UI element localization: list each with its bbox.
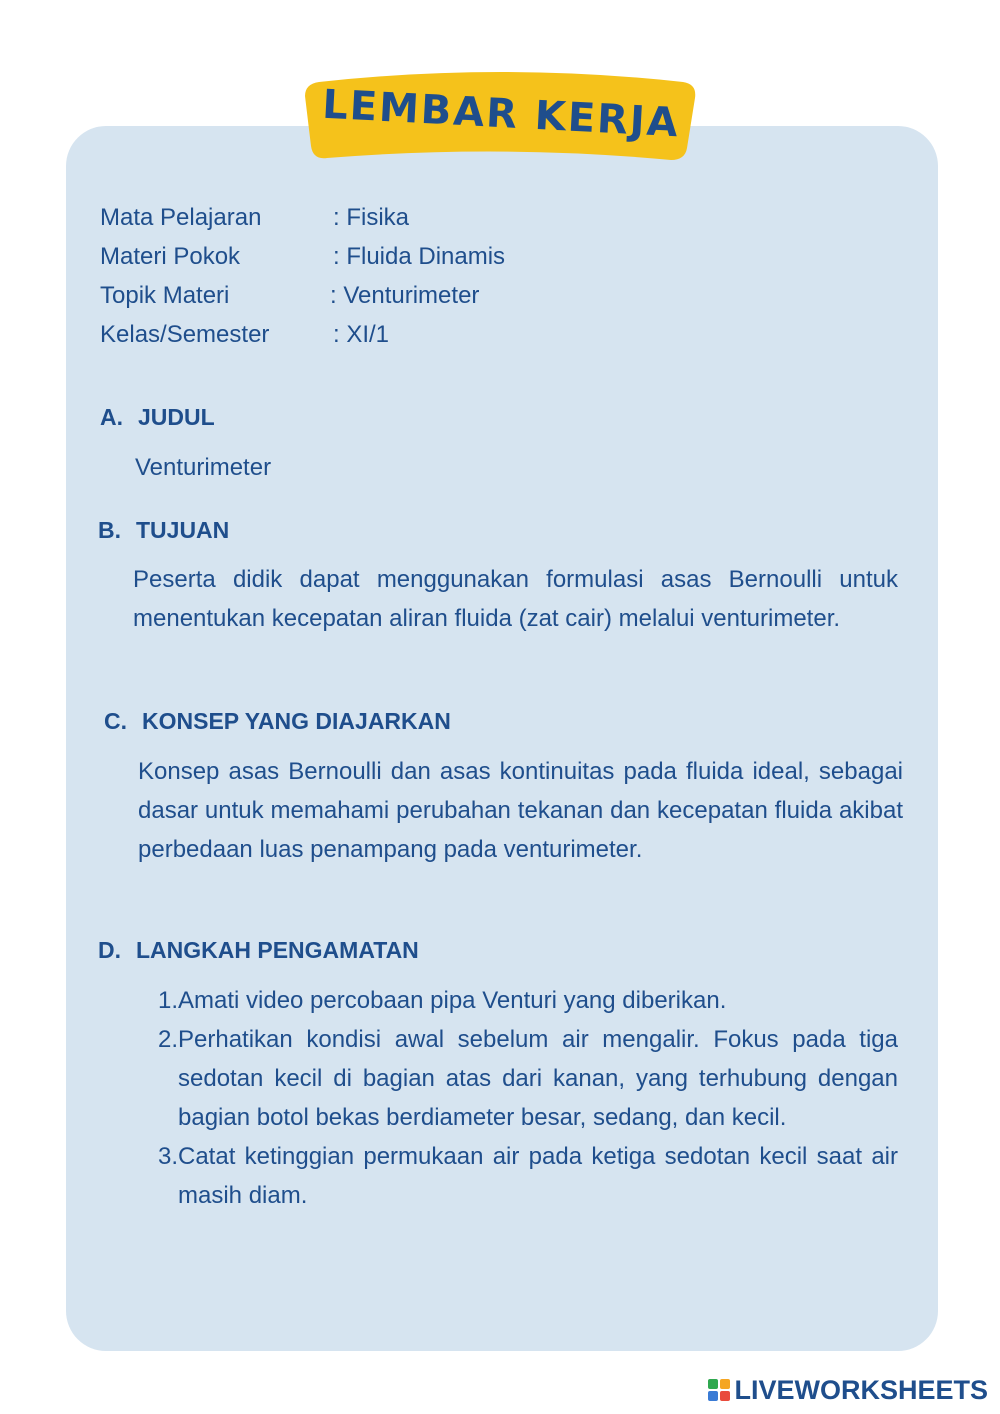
section-title: KONSEP YANG DIAJARKAN bbox=[142, 708, 451, 734]
section-c-body: Konsep asas Bernoulli dan asas kontinuitas pada fluida ideal, sebagai dasar untuk memahami perubahan tekanan dan kecepatan fluida akibat perbedaan luas penampang pada venturimeter. bbox=[138, 758, 903, 863]
step-number: 3. bbox=[157, 1143, 178, 1170]
list-item bbox=[150, 981, 898, 1020]
section-title: LANGKAH PENGAMATAN bbox=[136, 937, 419, 963]
liveworksheets-logo-icon bbox=[708, 1379, 730, 1401]
list-item bbox=[150, 1137, 898, 1215]
meta-value: : XI/1 bbox=[333, 321, 390, 348]
meta-value: : Fluida Dinamis bbox=[333, 243, 506, 270]
section-c-heading bbox=[104, 708, 451, 735]
liveworksheets-brand[interactable] bbox=[708, 1370, 988, 1410]
meta-key: Kelas/Semester bbox=[100, 321, 270, 348]
section-a-heading bbox=[100, 404, 215, 431]
section-title: TUJUAN bbox=[136, 517, 230, 543]
section-b-body: Peserta didik dapat menggunakan formulasi asas Bernoulli untuk menentukan kecepatan aliran fluida (zat cair) melalui venturimeter. bbox=[133, 566, 898, 632]
section-title: JUDUL bbox=[138, 404, 215, 430]
banner-title: LEMBAR KERJA bbox=[321, 81, 681, 147]
title-banner bbox=[305, 68, 697, 160]
section-letter: D. bbox=[98, 937, 121, 963]
meta-value: : Fisika bbox=[333, 204, 410, 231]
section-letter: C. bbox=[104, 708, 127, 734]
meta-value: : Venturimeter bbox=[330, 282, 480, 309]
section-letter: A. bbox=[100, 404, 123, 430]
step-number: 1. bbox=[157, 987, 178, 1014]
step-number: 2. bbox=[157, 1026, 178, 1053]
list-item bbox=[150, 1020, 898, 1137]
section-d-heading bbox=[98, 937, 419, 964]
meta-key: Materi Pokok bbox=[100, 243, 241, 270]
section-letter: B. bbox=[98, 517, 121, 543]
section-b-heading bbox=[98, 517, 229, 544]
meta-key: Mata Pelajaran bbox=[100, 204, 262, 231]
step-text: Amati video percobaan pipa Venturi yang diberikan. bbox=[178, 987, 727, 1014]
meta-key: Topik Materi bbox=[100, 282, 230, 309]
steps-list bbox=[150, 981, 898, 1215]
liveworksheets-text: LIVEWORKSHEETS bbox=[734, 1374, 988, 1405]
step-text: Perhatikan kondisi awal sebelum air mengalir. Fokus pada tiga sedotan kecil di bagian atas dari kanan, yang terhubung dengan bagian botol bekas berdiameter besar, sedang, dan kecil. bbox=[178, 1026, 898, 1131]
step-text: Catat ketinggian permukaan air pada ketiga sedotan kecil saat air masih diam. bbox=[178, 1143, 898, 1209]
section-a-body: Venturimeter bbox=[135, 454, 272, 481]
